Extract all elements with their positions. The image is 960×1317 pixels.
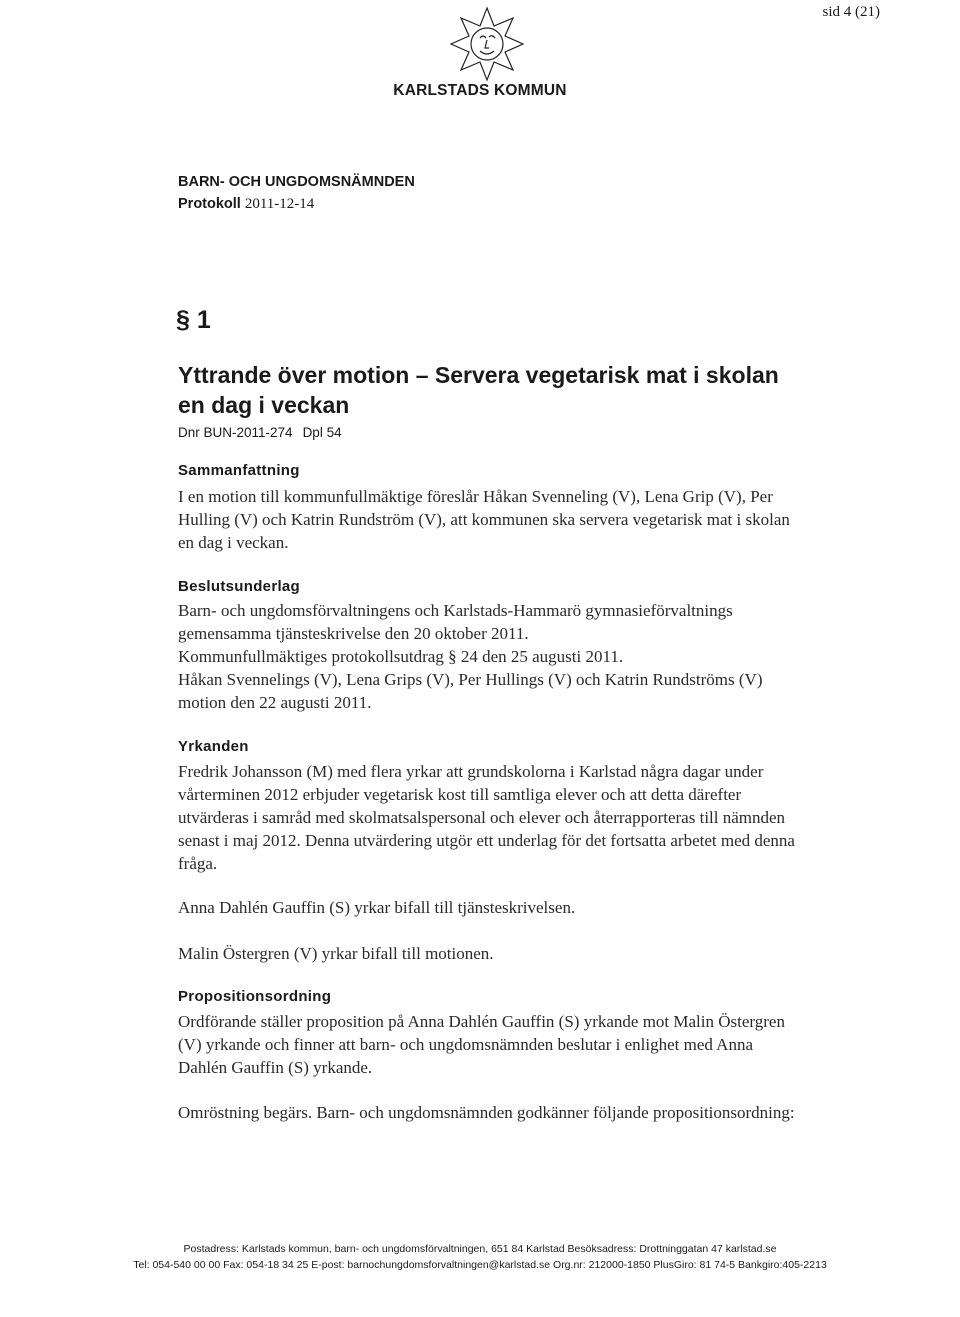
protocol-line [178, 196, 314, 213]
beslutsunderlag-heading: Beslutsunderlag [178, 578, 301, 595]
reference-line [178, 425, 342, 440]
yrkanden-paragraph: Fredrik Johansson (M) med flera yrkar att grundskolorna i Karlstad några dagar under vårterminen 2012 erbjuder vegetarisk kost till samtliga elever och att detta därefter utvärderas i samråd med skolmatsalspersonal och elever och återrapporteras till nämnden senast i maj 2012. Denna utvärdering utgör ett underlag för det fortsatta arbetet med denna fråga. [178, 762, 795, 873]
sammanfattning-heading: Sammanfattning [178, 462, 300, 479]
footer-postal-address: Postadress: Karlstads kommun, barn- och ungdomsförvaltningen, 651 84 Karlstad Besöksadress: Drottninggatan 47 karlstad.se [183, 1243, 777, 1255]
beslutsunderlag-item: Barn- och ungdomsförvaltningens och Karlstads-Hammarö gymnasieförvaltnings gemensamma tjänsteskrivelse den 20 oktober 2011. [178, 601, 733, 643]
propositionsordning-heading: Propositionsordning [178, 988, 332, 1005]
committee-name: BARN- OCH UNGDOMSNÄMNDEN [178, 174, 415, 190]
propositionsordning-paragraph: Ordförande ställer proposition på Anna Dahlén Gauffin (S) yrkande mot Malin Östergren (V) yrkande och finner att barn- och ungdomsnämnden beslutar i enlighet med Anna Dahlén Gauffin (S) yrkande. [178, 1012, 785, 1077]
sun-face-logo-icon [447, 4, 527, 84]
anna-yrkande: Anna Dahlén Gauffin (S) yrkar bifall till tjänsteskrivelsen. [178, 898, 576, 917]
protocol-label: Protokoll [178, 196, 241, 212]
section-title: Yttrande över motion – Servera vegetarisk mat i skolan en dag i veckan [178, 362, 779, 418]
dpl-number: Dpl 54 [302, 425, 342, 440]
malin-yrkande: Malin Östergren (V) yrkar bifall till motionen. [178, 944, 494, 963]
omrostning-text: Omröstning begärs. Barn- och ungdomsnämnden godkänner följande propositionsordning: [178, 1103, 795, 1122]
beslutsunderlag-list [178, 599, 798, 714]
paragraph-mark: § 1 [176, 306, 211, 334]
propositionsordning-text [178, 1010, 798, 1079]
dnr-number: Dnr BUN-2011-274 [178, 425, 293, 440]
page-number: sid 4 (21) [822, 4, 880, 20]
beslutsunderlag-item: Håkan Svennelings (V), Lena Grips (V), Per Hullings (V) och Katrin Rundströms (V) motion den 22 augusti 2011. [178, 670, 763, 712]
sammanfattning-paragraph: I en motion till kommunfullmäktige föreslår Håkan Svenneling (V), Lena Grip (V), Per Hulling (V) och Katrin Rundström (V), att kommunen ska servera vegetarisk mat i skolan en dag i veckan. [178, 487, 790, 552]
footer-contact-info: Tel: 054-540 00 00 Fax: 054-18 34 25 E-post: barnochungdomsforvaltningen@karlstad.se Org.nr: 212000-1850 PlusGiro: 81 74-5 Bankgiro:405-2213 [133, 1259, 827, 1271]
yrkanden-text [178, 760, 798, 875]
sammanfattning-text [178, 485, 798, 554]
beslutsunderlag-item: Kommunfullmäktiges protokollsutdrag § 24 den 25 augusti 2011. [178, 647, 624, 666]
yrkanden-heading: Yrkanden [178, 738, 249, 755]
protocol-date: 2011-12-14 [244, 196, 315, 212]
org-name: KARLSTADS KOMMUN [393, 82, 567, 99]
